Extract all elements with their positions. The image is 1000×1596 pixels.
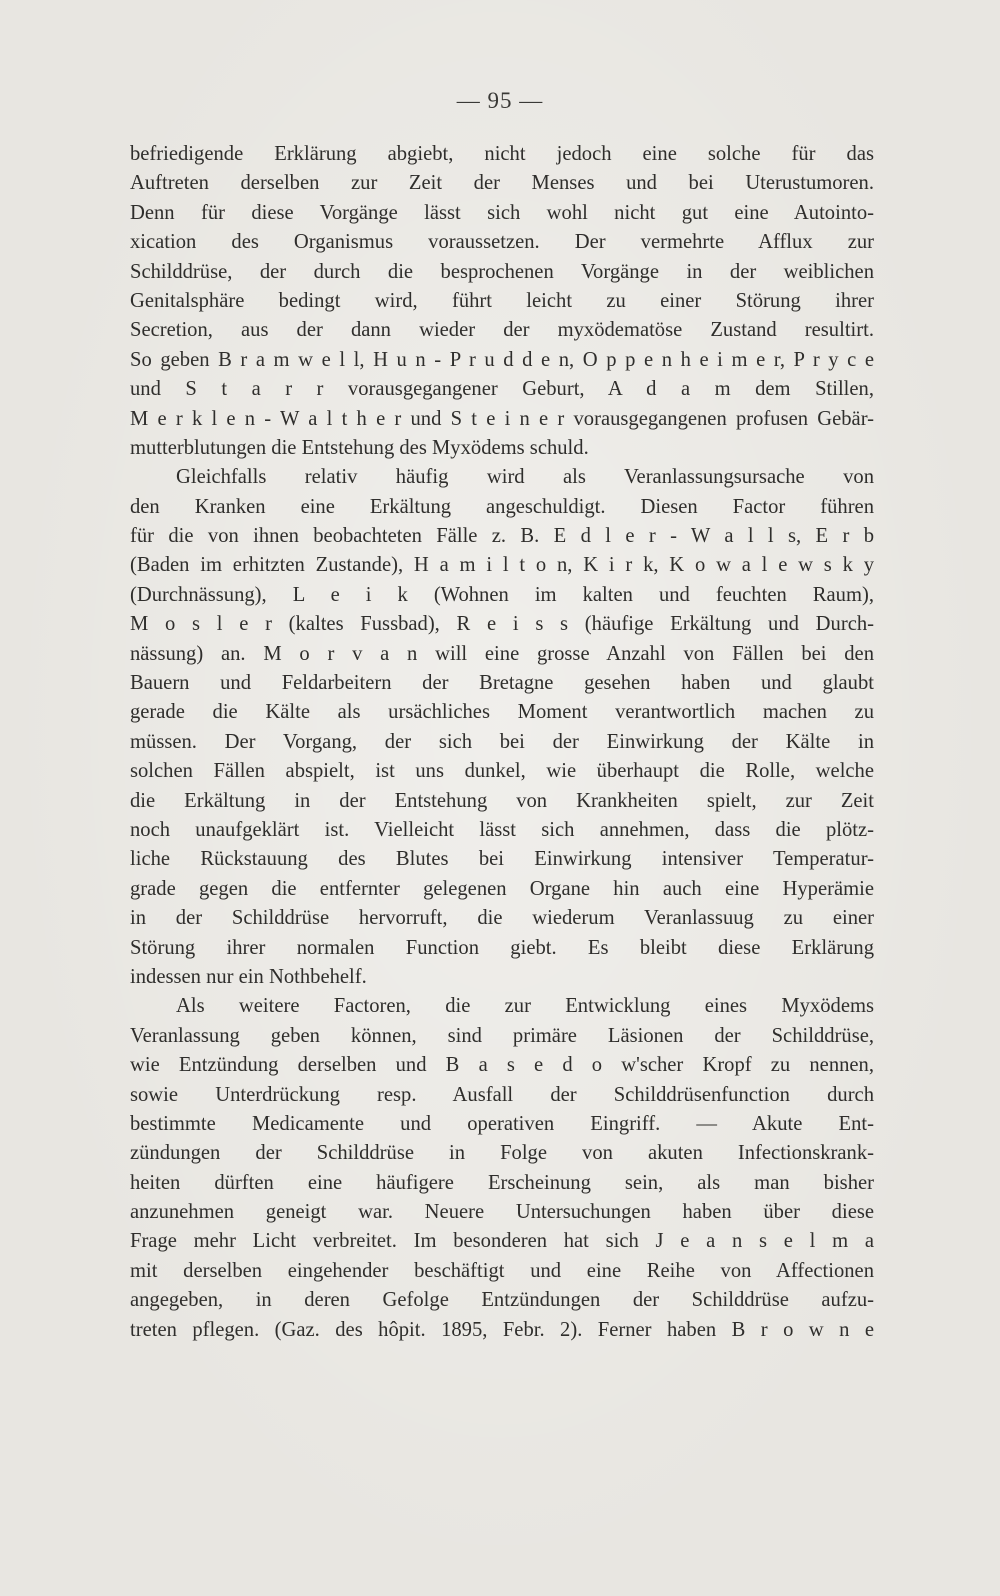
text-line: wie Entzündung derselben und B a s e d o w'scher Kropf zu nennen,	[130, 1054, 874, 1077]
text-line: die Erkältung in der Entstehung von Krankheiten spielt, zur Zeit	[130, 789, 874, 812]
text-line: müssen. Der Vorgang, der sich bei der Einwirkung der Kälte in	[130, 730, 874, 753]
text-line: grade gegen die entfernter gelegenen Organe hin auch eine Hyperämie	[130, 877, 874, 900]
text-line: noch unaufgeklärt ist. Vielleicht lässt sich annehmen, dass die plötz-	[130, 818, 874, 841]
text-line: Als weitere Factoren, die zur Entwicklung eines Myxödems	[176, 995, 874, 1018]
text-line: nässung) an. M o r v a n will eine grosse Anzahl von Fällen bei den	[130, 642, 874, 665]
text-line: gerade die Kälte als ursächliches Moment verantwortlich machen zu	[130, 701, 874, 724]
text-line: Frage mehr Licht verbreitet. Im besonderen hat sich J e a n s e l m a	[130, 1230, 874, 1253]
text-line: Denn für diese Vorgänge lässt sich wohl nicht gut eine Autointo-	[130, 201, 874, 224]
text-line: für die von ihnen beobachteten Fälle z. B. E d l e r - W a l l s, E r b	[130, 525, 874, 548]
text-line: heiten dürften eine häufigere Erscheinung sein, als man bisher	[130, 1171, 874, 1194]
text-line: angegeben, in deren Gefolge Entzündungen der Schilddrüse aufzu-	[130, 1289, 874, 1312]
text-line: den Kranken eine Erkältung angeschuldigt. Diesen Factor führen	[130, 495, 874, 518]
text-line: Secretion, aus der dann wieder der myxödematöse Zustand resultirt.	[130, 319, 874, 342]
text-line: bestimmte Medicamente und operativen Eingriff. — Akute Ent-	[130, 1112, 874, 1135]
text-line: sowie Unterdrückung resp. Ausfall der Schilddrüsenfunction durch	[130, 1083, 874, 1106]
text-line: zündungen der Schilddrüse in Folge von akuten Infectionskrank-	[130, 1142, 874, 1165]
text-line: (Durchnässung), L e i k (Wohnen im kalten und feuchten Raum),	[130, 583, 874, 606]
text-line: Veranlassung geben können, sind primäre Läsionen der Schilddrüse,	[130, 1024, 874, 1047]
text-line: So geben B r a m w e l l, H u n - P r u d d e n, O p p e n h e i m e r, P r y c e	[130, 348, 874, 371]
text-line: Genitalsphäre bedingt wird, führt leicht zu einer Störung ihrer	[130, 289, 874, 312]
text-line: Auftreten derselben zur Zeit der Menses und bei Uterustumoren.	[130, 172, 874, 195]
text-line: mit derselben eingehender beschäftigt und eine Reihe von Affectionen	[130, 1259, 874, 1282]
text-line: mutterblutungen die Entstehung des Myxödems schuld.	[130, 436, 589, 459]
page-number: — 95 —	[456, 88, 544, 113]
text-line: und S t a r r vorausgegangener Geburt, A d a m dem Stillen,	[130, 378, 874, 401]
text-line: indessen nur ein Nothbehelf.	[130, 965, 367, 988]
text-line: treten pflegen. (Gaz. des hôpit. 1895, Febr. 2). Ferner haben B r o w n e	[130, 1318, 874, 1341]
text-line: anzunehmen geneigt war. Neuere Untersuchungen haben über diese	[130, 1201, 874, 1224]
text-line: Gleichfalls relativ häufig wird als Veranlassungsursache von	[176, 466, 874, 489]
text-line: Schilddrüse, der durch die besprochenen Vorgänge in der weiblichen	[130, 260, 874, 283]
text-line: M e r k l e n - W a l t h e r und S t e i n e r vorausgegangenen profusen Gebär-	[130, 407, 874, 430]
text-line: (Baden im erhitzten Zustande), H a m i l t o n, K i r k, K o w a l e w s k y	[130, 554, 874, 577]
text-line: M o s l e r (kaltes Fussbad), R e i s s (häufige Erkältung und Durch-	[130, 613, 874, 636]
text-line: liche Rückstauung des Blutes bei Einwirkung intensiver Temperatur-	[130, 848, 874, 871]
text-line: befriedigende Erklärung abgiebt, nicht jedoch eine solche für das	[130, 143, 874, 165]
text-line: in der Schilddrüse hervorruft, die wiederum Veranlassuug zu einer	[130, 907, 874, 930]
text-line: Bauern und Feldarbeitern der Bretagne gesehen haben und glaubt	[130, 672, 874, 695]
body-text	[130, 140, 874, 1345]
text-line: solchen Fällen abspielt, ist uns dunkel, wie überhaupt die Rolle, welche	[130, 760, 874, 783]
text-line: xication des Organismus voraussetzen. Der vermehrte Afflux zur	[130, 231, 874, 254]
text-line: Störung ihrer normalen Function giebt. Es bleibt diese Erklärung	[130, 936, 874, 959]
